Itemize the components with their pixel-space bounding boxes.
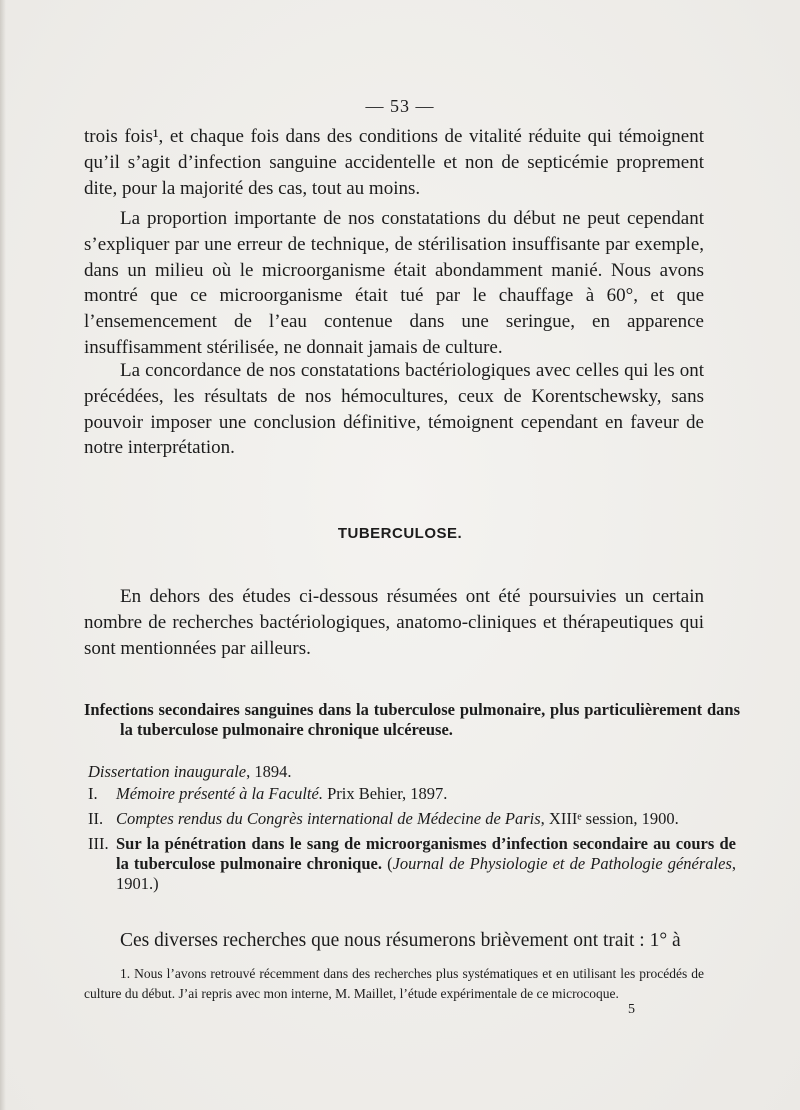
dissertation-year: , 1894. — [246, 762, 292, 781]
paragraph-concordance: La concordance de nos constatations bactériologiques avec celles qui les ont précédées, les résultats de nos hémocultures, ceux de Korentschewsky, sans pouvoir imposer une conclusion définitive, témoignent cependant en faveur de notre interprétation. — [84, 360, 704, 459]
paragraph-intro-tuberculose: En dehors des études ci-dessous résumées ont été poursuivies un certain nombre de recherches bactériologiques, anatomo-cliniques et thérapeutiques qui sont mentionnées par ailleurs. — [84, 586, 704, 659]
reference-number: II. — [88, 809, 104, 828]
signature-mark: 5 — [628, 1002, 635, 1017]
page-number: — 53 — — [365, 96, 435, 116]
reference-title: Comptes rendus du Congrès international de Médecine de Paris — [116, 809, 541, 828]
reference-item — [84, 809, 736, 829]
dissertation-label: Dissertation inaugurale — [88, 762, 247, 781]
reference-number: I. — [88, 784, 98, 803]
dissertation-line — [88, 762, 292, 782]
reference-detail: , 1901.) — [116, 854, 736, 893]
footnote: 1. Nous l’avons retrouvé récemment dans des recherches plus systématiques et en utilisant les procédés de culture du début. J’ai repris avec mon interne, M. Maillet, l’étude expérimentale de ce microcoque. — [84, 966, 704, 1001]
work-title: Infections secondaires sanguines dans la tuberculose pulmonaire, plus particulièrement dans la tuberculose pulmonaire chronique ulcéreuse. — [84, 700, 740, 739]
paragraph-summary-start: Ces diverses recherches que nous résumerons brièvement ont trait : 1° à — [120, 930, 681, 951]
page-edge-shadow — [0, 0, 6, 1110]
section-heading: TUBERCULOSE. — [337, 525, 463, 542]
paragraph-continuation: trois fois¹, et chaque fois dans des conditions de vitalité réduite qui témoignent qu’il s’agit d’infection sanguine accidentelle et non de septicémie proprement dite, pour la majorité des cas, tout au moins. — [84, 126, 704, 199]
reference-number: III. — [88, 834, 109, 853]
reference-detail: Prix Behier, 1897. — [322, 784, 448, 803]
reference-item — [84, 784, 736, 804]
reference-title: Mémoire présenté à la Faculté. — [116, 784, 323, 803]
reference-detail: , XIIIᵉ session, 1900. — [540, 809, 679, 828]
paragraph-technique: La proportion importante de nos constatations du début ne peut cependant s’expliquer par une erreur de technique, de stérilisation insuffisante par exemple, dans un milieu où le microorganisme était abondamment manié. Nous avons montré que ce microorganisme était tué par le chauffage à 60°, et que l’ensemencement de l’eau contenue dans une seringue, en apparence insuffisamment stérilisée, ne donnait jamais de culture. — [84, 208, 704, 358]
reference-item — [84, 834, 736, 894]
reference-title: Sur la pénétration dans le sang de microorganismes d’infection secondaire au cours de la tuberculose pulmonaire chronique. — [116, 834, 736, 873]
reference-paren: ( — [381, 854, 393, 873]
reference-journal: Journal de Physiologie et de Pathologie générales — [392, 854, 732, 873]
